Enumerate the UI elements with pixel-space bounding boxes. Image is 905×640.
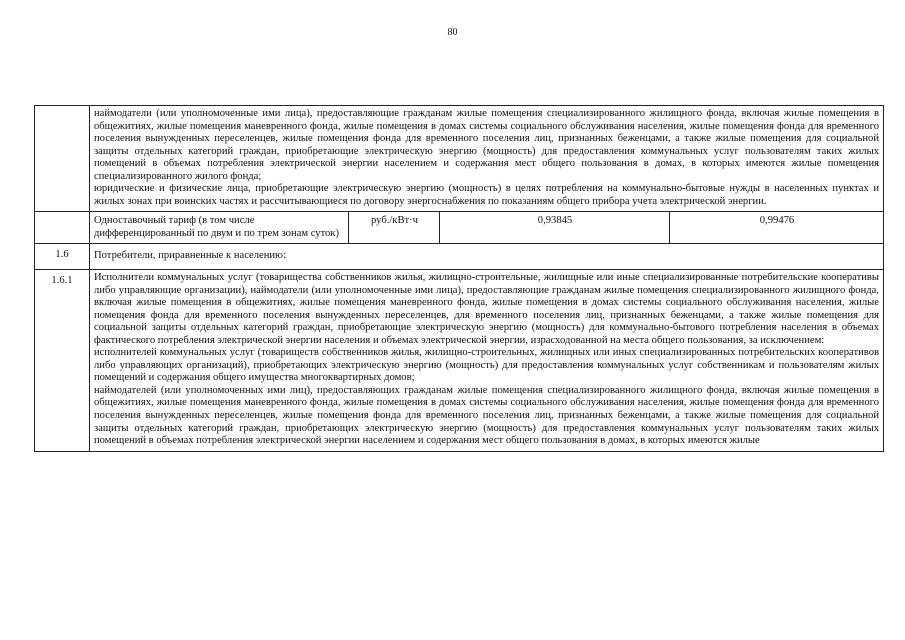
paragraph-landlords: наймодатели (или уполномоченные ими лица), предоставляющие гражданам жилые помещения специализированного жилищного фонда, включая жилые помещения в общежитиях, жилые помещения маневренного фонда, жилые помещения в домах системы социального обслуживания населения, жилые помещения фонда для временного поселения вынужденных переселенцев, жилые помещения фонда для временного поселения лиц, признанных беженцами, а также жилые помещения для социальной защиты отдельных категорий граждан, приобретающие электрическую энергию (мощность) для предоставления коммунальных услуг пользователям таких жилых помещений в объемах потребления электрической энергии населением и содержания мест общего пользования в домах, в которых имеются жилые помещения специализированного жилого фонда;	[94, 108, 879, 182]
row-number: 1.6.1	[51, 275, 73, 287]
table-row-tariff	[35, 212, 884, 244]
row-number-cell-empty	[35, 106, 90, 212]
tariff-cell	[90, 212, 884, 244]
row-text-cell	[90, 106, 884, 212]
tariff-document-table	[34, 105, 884, 452]
tariff-unit: руб./кВт·ч	[349, 212, 440, 243]
table-row-1-6	[35, 244, 884, 270]
row-text-cell	[90, 270, 884, 452]
paragraph-utility-providers: Исполнители коммунальных услуг (товарищества собственников жилья, жилищно-строительные, жилищные или иные специализированные потребительские кооперативы либо управляющие организации), наймодатели (или уполномоченные ими лица), предоставляющие гражданам жилые помещения специализированного жилищного фонда, включая жилые помещения в общежитиях, жилые помещения маневренного фонда, жилые помещения в домах системы социального обслуживания населения, жилые помещения фонда для временного поселения вынужденных переселенцев, для временного поселения лиц, признанных беженцами, а также жилые помещения для социальной защиты отдельных категорий граждан, приобретающие электрическую энергию (мощность) для коммунально-бытового потребления населения в объемах фактического потребления электрической энергии населения и объемах электрической энергии, израсходованной на места общего пользования, за исключением:	[94, 272, 879, 346]
paragraph-exception-providers: исполнителей коммунальных услуг (товариществ собственников жилья, жилищно-строительных, жилищных или иных специализированных потребительских кооперативов либо управляющих организаций), приобретающих электрическую энергию (мощность) для предоставления коммунальных услуг собственникам и пользователям жилых помещений и содержания общего имущества многоквартирных домов;	[94, 347, 879, 384]
paragraph-legal-entities: юридические и физические лица, приобретающие электрическую энергию (мощность) в целях потребления на коммунально-бытовые нужды в населенных пунктах и жилых зонах при воинских частях и рассчитывающиеся по договору энергоснабжения по показаниям общего прибора учета электрической энергии.	[94, 183, 879, 207]
tariff-subtable	[90, 212, 883, 243]
row-text-cell	[90, 244, 884, 270]
tariff-name: Одноставочный тариф (в том числе дифференцированный по двум и по трем зонам суток)	[90, 212, 349, 243]
paragraph-exception-landlords: наймодателей (или уполномоченных ими лиц), предоставляющих гражданам жилые помещения специализированного жилищного фонда, включая жилые помещения в общежитиях, жилые помещения маневренного фонда, жилые помещения в домах системы социального обслуживания населения, жилые помещения фонда для временного поселения вынужденных переселенцев, жилые помещения фонда для временного поселения лиц, признанных беженцами, а также жилые помещения для социальной защиты отдельных категорий граждан, приобретающих электрическую энергию (мощность) для предоставления коммунальных услуг пользователям таких жилых помещений в объемах потребления электрической энергии населением и содержания мест общего пользования в домах, в которых имеются жилые	[94, 384, 879, 447]
page-number: 80	[447, 27, 458, 38]
row-heading-text: Потребители, приравненные к населению:	[94, 250, 286, 262]
tariff-value-first-half: 0,93845	[440, 212, 670, 243]
row-number-cell	[35, 270, 90, 452]
tariff-value-second-half: 0,99476	[759, 215, 795, 227]
table-row-1-6-1	[35, 270, 884, 452]
table-row-continuation	[35, 106, 884, 212]
row-number-cell	[35, 244, 90, 270]
row-number-cell-empty	[35, 212, 90, 244]
row-number: 1.6	[55, 249, 69, 261]
